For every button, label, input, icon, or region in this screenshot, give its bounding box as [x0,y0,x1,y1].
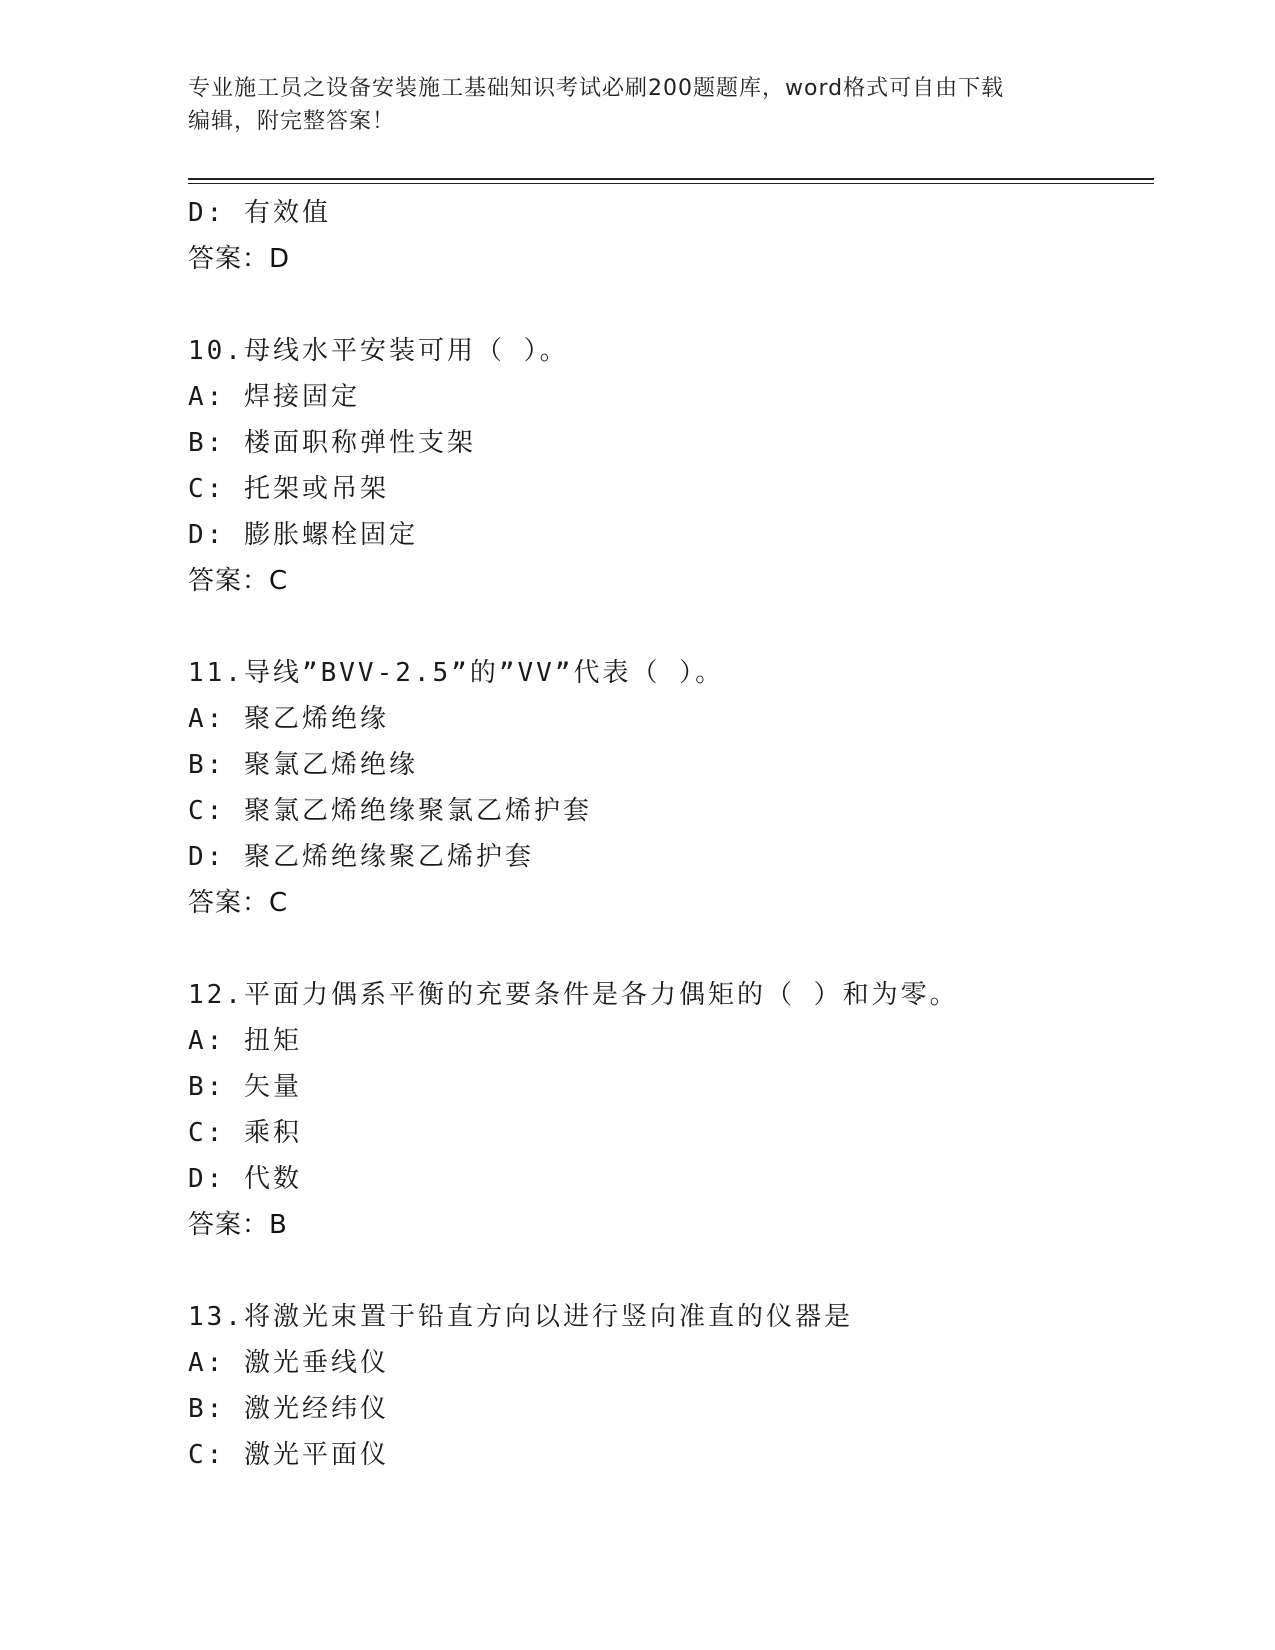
option-b: B: 楼面职称弹性支架 [188,428,476,458]
option-d: D: 有效值 [188,198,331,228]
option-b: B: 激光经纬仪 [188,1394,389,1424]
header-divider-thick [188,178,1154,180]
option-a: A: 焊接固定 [188,382,360,412]
question-stem: 11.导线”BVV-2.5”的”VV”代表（ ）。 [188,658,725,688]
option-a: A: 扭矩 [188,1026,302,1056]
option-d: D: 聚乙烯绝缘聚乙烯护套 [188,842,534,872]
option-c: C: 托架或吊架 [188,474,389,504]
option-d: D: 代数 [188,1164,302,1194]
header-divider-thin [188,183,1154,184]
option-b: B: 矢量 [188,1072,302,1102]
option-b: B: 聚氯乙烯绝缘 [188,750,418,780]
answer-line: 答案：C [188,566,289,596]
answer-line: 答案：D [188,244,291,274]
question-stem: 12.平面力偶系平衡的充要条件是各力偶矩的（ ）和为零。 [188,980,959,1010]
question-12 [188,972,1154,1248]
answer-line: 答案：B [188,1210,288,1240]
question-stem: 10.母线水平安装可用（ ）。 [188,336,569,366]
option-c: C: 聚氯乙烯绝缘聚氯乙烯护套 [188,796,592,826]
question-stem: 13.将激光束置于铅直方向以进行竖向准直的仪器是 [188,1302,853,1332]
option-a: A: 聚乙烯绝缘 [188,704,389,734]
question-11 [188,650,1154,926]
question-9-tail [188,190,1154,282]
option-c: C: 激光平面仪 [188,1440,389,1470]
header-title-line-2: 编辑，附完整答案！ [188,109,396,134]
question-13 [188,1294,1154,1478]
document-header [188,72,1068,138]
header-title-line-1: 专业施工员之设备安装施工基础知识考试必刷200题题库，word格式可自由下载 [188,76,1005,101]
question-list [188,190,1154,1478]
option-d: D: 膨胀螺栓固定 [188,520,418,550]
option-a: A: 激光垂线仪 [188,1348,389,1378]
answer-line: 答案：C [188,888,289,918]
question-10 [188,328,1154,604]
option-c: C: 乘积 [188,1118,302,1148]
